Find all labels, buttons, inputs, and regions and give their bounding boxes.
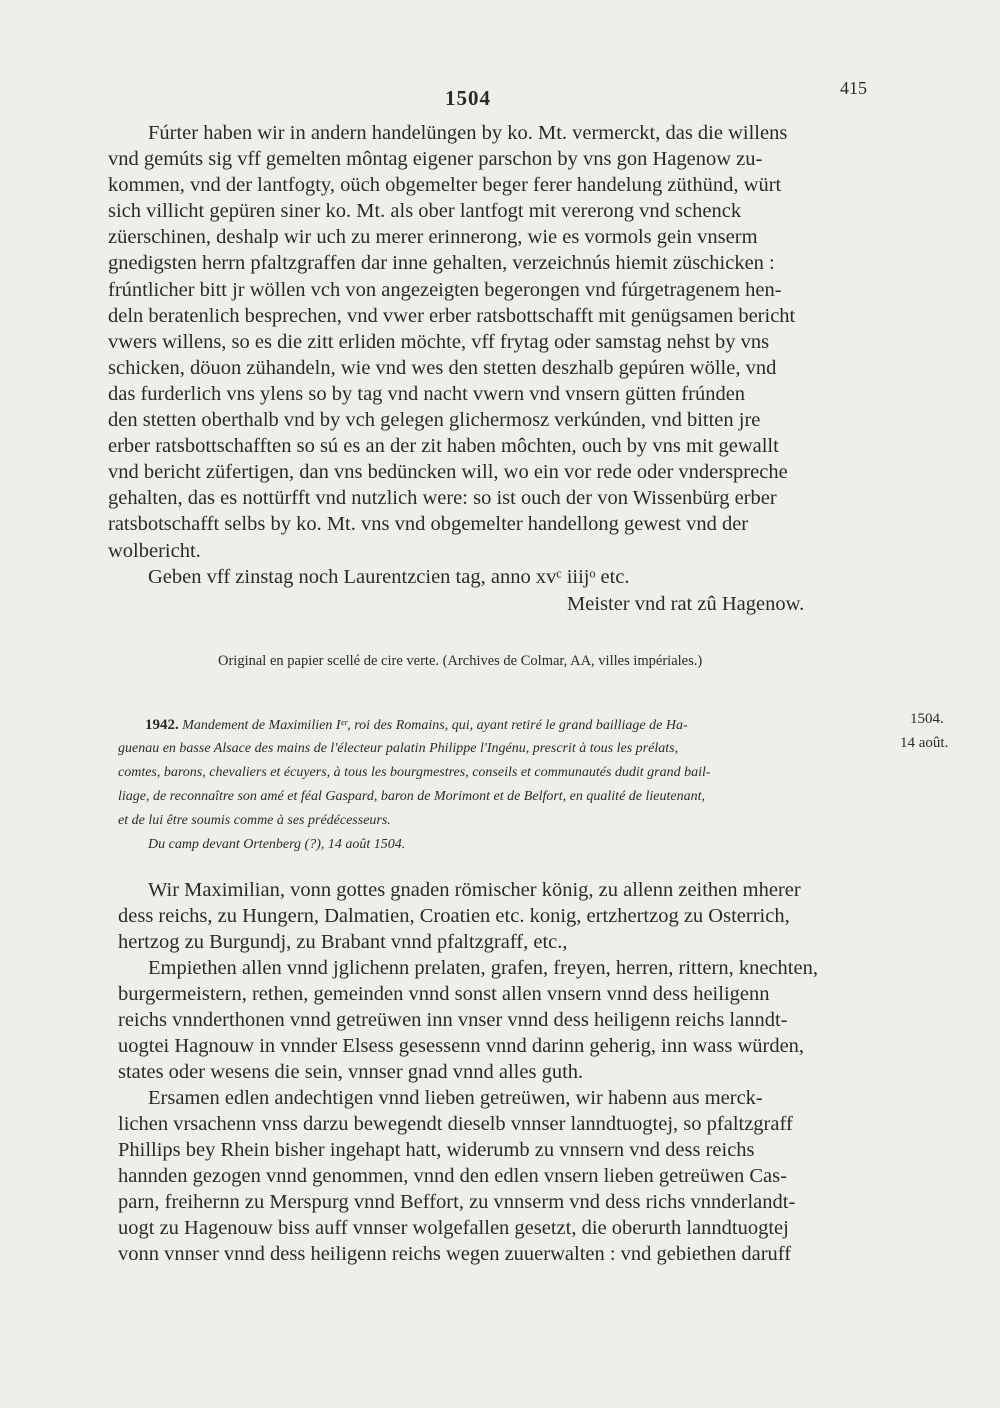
source-note: Original en papier scellé de cire verte. (Archives de Colmar, AA, villes impériales.) bbox=[218, 653, 703, 669]
letter-line: vnd bericht züfertigen, dan vns bedüncken will, wo ein vor rede oder vnderspreche bbox=[108, 461, 788, 483]
mandate-line: uogt zu Hagenouw biss auff vnnser wolgefallen gesetzt, die oberurth lanndtuogtej bbox=[118, 1217, 789, 1239]
mandate-line: vonn vnnser vnnd dess heiligenn reichs wegen zuuerwalten : vnd gebiethen daruff bbox=[118, 1243, 792, 1265]
letter-line: wolbericht. bbox=[108, 540, 201, 562]
charter-place-date: Du camp devant Ortenberg (?), 14 août 1504. bbox=[148, 837, 406, 852]
mandate-line: uogtei Hagnouw in vnnder Elsess gesessenn vnnd darinn geherig, inn wass würden, bbox=[118, 1035, 805, 1057]
letter-line: sich villicht gepüren siner ko. Mt. als ober lantfogt mit vererong vnd schenck bbox=[108, 200, 742, 222]
mandate-line: states oder wesens die sein, vnnser gnad vnnd alles guth. bbox=[118, 1061, 584, 1083]
charter-summary-line: liage, de reconnaître son amé et féal Gaspard, baron de Morimont et de Belfort, en qualité de lieutenant, bbox=[118, 789, 705, 804]
letter-line: gehalten, das es nottürfft vnd nutzlich were: so ist ouch der von Wissenbürg erber bbox=[108, 487, 777, 509]
charter-line-first bbox=[145, 717, 688, 734]
letter-signature: Meister vnd rat zû Hagenow. bbox=[567, 593, 805, 615]
letter-line: ratsbotschafft selbs by ko. Mt. vns vnd obgemelter handellong gewest vnd der bbox=[108, 513, 749, 535]
mandate-line: hannden gezogen vnnd genommen, vnnd den edlen vnsern lieben getreüwen Cas- bbox=[118, 1165, 787, 1187]
letter-line: deln beratenlich besprechen, vnd vwer erber ratsbottschafft mit genügsamen bericht bbox=[108, 305, 796, 327]
letter-line: frúntlicher bitt jr wöllen vch von angezeigten begerongen vnd fúrgetragenem hen- bbox=[108, 279, 782, 301]
charter-summary-line: et de lui être soumis comme à ses prédécesseurs. bbox=[118, 813, 391, 828]
margin-year: 1504. bbox=[910, 711, 944, 727]
margin-date: 14 août. bbox=[900, 735, 949, 751]
mandate-line: burgermeistern, rethen, gemeinden vnnd sonst allen vnsern vnnd dess heiligenn bbox=[118, 983, 770, 1005]
mandate-line: Wir Maximilian, vonn gottes gnaden römischer könig, zu allenn zeithen mherer bbox=[148, 879, 801, 901]
letter-line: das furderlich vns ylens so by tag vnd nacht vwern vnd vnsern gütten frúnden bbox=[108, 383, 746, 405]
mandate-line: hertzog zu Burgundj, zu Brabant vnnd pfaltzgraff, etc., bbox=[118, 931, 568, 953]
mandate-line: Empiethen allen vnnd jglichenn prelaten, grafen, freyen, herren, rittern, knechten, bbox=[148, 957, 818, 979]
mandate-line: dess reichs, zu Hungern, Dalmatien, Croatien etc. konig, ertzhertzog zu Osterrich, bbox=[118, 905, 790, 927]
letter-line: kommen, vnd der lantfogty, oüch obgemelter beger ferer handelung züthünd, würt bbox=[108, 174, 782, 196]
letter-line: züerschinen, deshalp wir uch zu merer erinnerong, wie es vormols gein vnserm bbox=[108, 226, 758, 248]
mandate-line: lichen vrsachenn vnss darzu bewegendt dieselb vnnser lanndtuogtej, so pfaltzgraff bbox=[118, 1113, 793, 1135]
mandate-line: Ersamen edlen andechtigen vnnd lieben getreüwen, wir habenn aus merck- bbox=[148, 1087, 763, 1109]
charter-summary-line: comtes, barons, chevaliers et écuyers, à tous les bourgmestres, conseils et communautés dudit grand bail- bbox=[118, 765, 711, 780]
mandate-line: reichs vnnderthonen vnnd getreüwen inn vnser vnnd dess heiligenn reichs lanndt- bbox=[118, 1009, 788, 1031]
letter-line: erber ratsbottschafften so sú es an der zit haben môchten, ouch by vns mit gewallt bbox=[108, 435, 779, 457]
letter-line: Fúrter haben wir in andern handelüngen by ko. Mt. vermerckt, das die willens bbox=[148, 122, 788, 144]
letter-line: vwers willens, so es die zitt erliden möchte, vff frytag oder samstag nehst by vns bbox=[108, 331, 770, 353]
page-number: 415 bbox=[840, 78, 867, 98]
letter-line: gnedigsten herrn pfaltzgraffen dar inne gehalten, verzeichnús hiemit züschicken : bbox=[108, 252, 775, 274]
charter-summary-line: Mandement de Maximilien Iᵉʳ, roi des Romains, qui, ayant retiré le grand bailliage de Ha- bbox=[182, 718, 688, 733]
letter-dating: Geben vff zinstag noch Laurentzcien tag, anno xvᶜ iiijᵒ etc. bbox=[148, 566, 630, 588]
running-head-year: 1504 bbox=[445, 86, 491, 110]
charter-number: 1942. bbox=[145, 717, 179, 733]
mandate-line: Phillips bey Rhein bisher ingehapt hatt, widerumb zu vnnsern vnd dess reichs bbox=[118, 1139, 755, 1161]
letter-line: vnd gemúts sig vff gemelten môntag eigener parschon by vns gon Hagenow zu- bbox=[108, 148, 763, 170]
letter-line: schicken, döuon zühandeln, wie vnd wes den stetten deszhalb gepúren wölle, vnd bbox=[108, 357, 777, 379]
charter-summary-line: guenau en basse Alsace des mains de l'électeur palatin Philippe l'Ingénu, prescrit à tous les prélats, bbox=[118, 741, 679, 756]
mandate-line: parn, freihernn zu Merspurg vnnd Beffort, zu vnnserm vnd dess richs vnnderlandt- bbox=[118, 1191, 796, 1213]
letter-line: den stetten oberthalb vnd by vch gelegen glichermosz verkúnden, vnd bitten jre bbox=[108, 409, 761, 431]
